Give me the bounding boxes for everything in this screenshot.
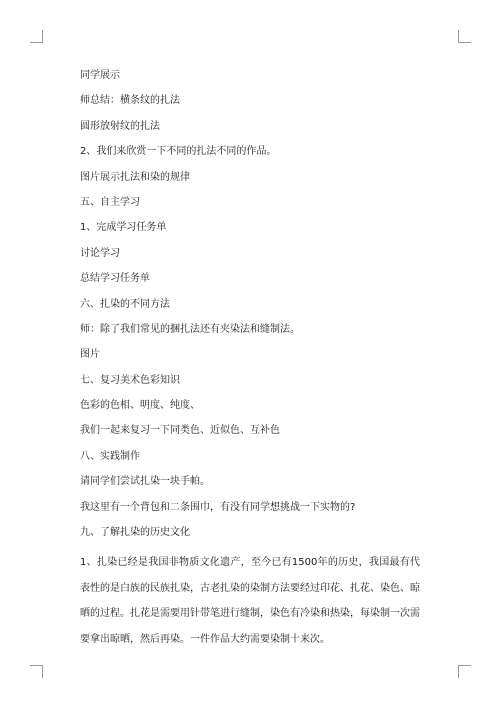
text-line: 师总结：横条纹的扎法 bbox=[80, 95, 180, 107]
text-line: 讨论学习 bbox=[80, 247, 120, 259]
document-body bbox=[80, 68, 420, 652]
text-line: 色彩的色相、明度、纯度、 bbox=[80, 400, 200, 412]
text-line: 总结学习任务单 bbox=[80, 273, 150, 285]
crop-mark-bottom-left bbox=[30, 665, 43, 678]
text-line: 我们一起来复习一下同类色、近似色、互补色 bbox=[80, 425, 280, 437]
text-line: 图片 bbox=[80, 349, 100, 361]
section-heading: 五、自主学习 bbox=[80, 196, 140, 208]
section-heading: 九、了解扎染的历史文化 bbox=[80, 527, 190, 539]
section-heading: 七、复习美术色彩知识 bbox=[80, 374, 180, 386]
crop-mark-bottom-right bbox=[458, 665, 471, 678]
section-heading: 六、扎染的不同方法 bbox=[80, 298, 170, 310]
text-line: 1、完成学习任务单 bbox=[80, 222, 167, 234]
text-line: 圆形放射纹的扎法 bbox=[80, 120, 160, 132]
text-line: 图片展示扎法和染的规律 bbox=[80, 171, 190, 183]
section-heading: 八、实践制作 bbox=[80, 450, 140, 462]
crop-mark-top-left bbox=[30, 30, 43, 43]
text-line: 师：除了我们常见的捆扎法还有夹染法和缝制法。 bbox=[80, 323, 300, 335]
crop-mark-top-right bbox=[458, 30, 471, 43]
text-line: 我这里有一个背包和二条围巾，有没有同学想挑战一下实物的? bbox=[80, 501, 356, 513]
text-line: 2、我们来欣赏一下不同的扎法不同的作品。 bbox=[80, 146, 277, 158]
text-line: 同学展示 bbox=[80, 70, 120, 81]
text-line: 请同学们尝试扎染一块手帕。 bbox=[80, 476, 210, 488]
history-paragraph: 1、扎染已经是我国非物质文化遗产，至今已有1500年的历史，我国最有代表性的是白族的民族扎染，古老扎染的染制方法要经过印花、扎花、染色、晾晒的过程。扎花是需要用针带笔进行缝制，染色有冷染和热染，每染制一次需要拿出晾晒，然后再染。一件作品大约需要染制十来次。 bbox=[80, 557, 420, 645]
